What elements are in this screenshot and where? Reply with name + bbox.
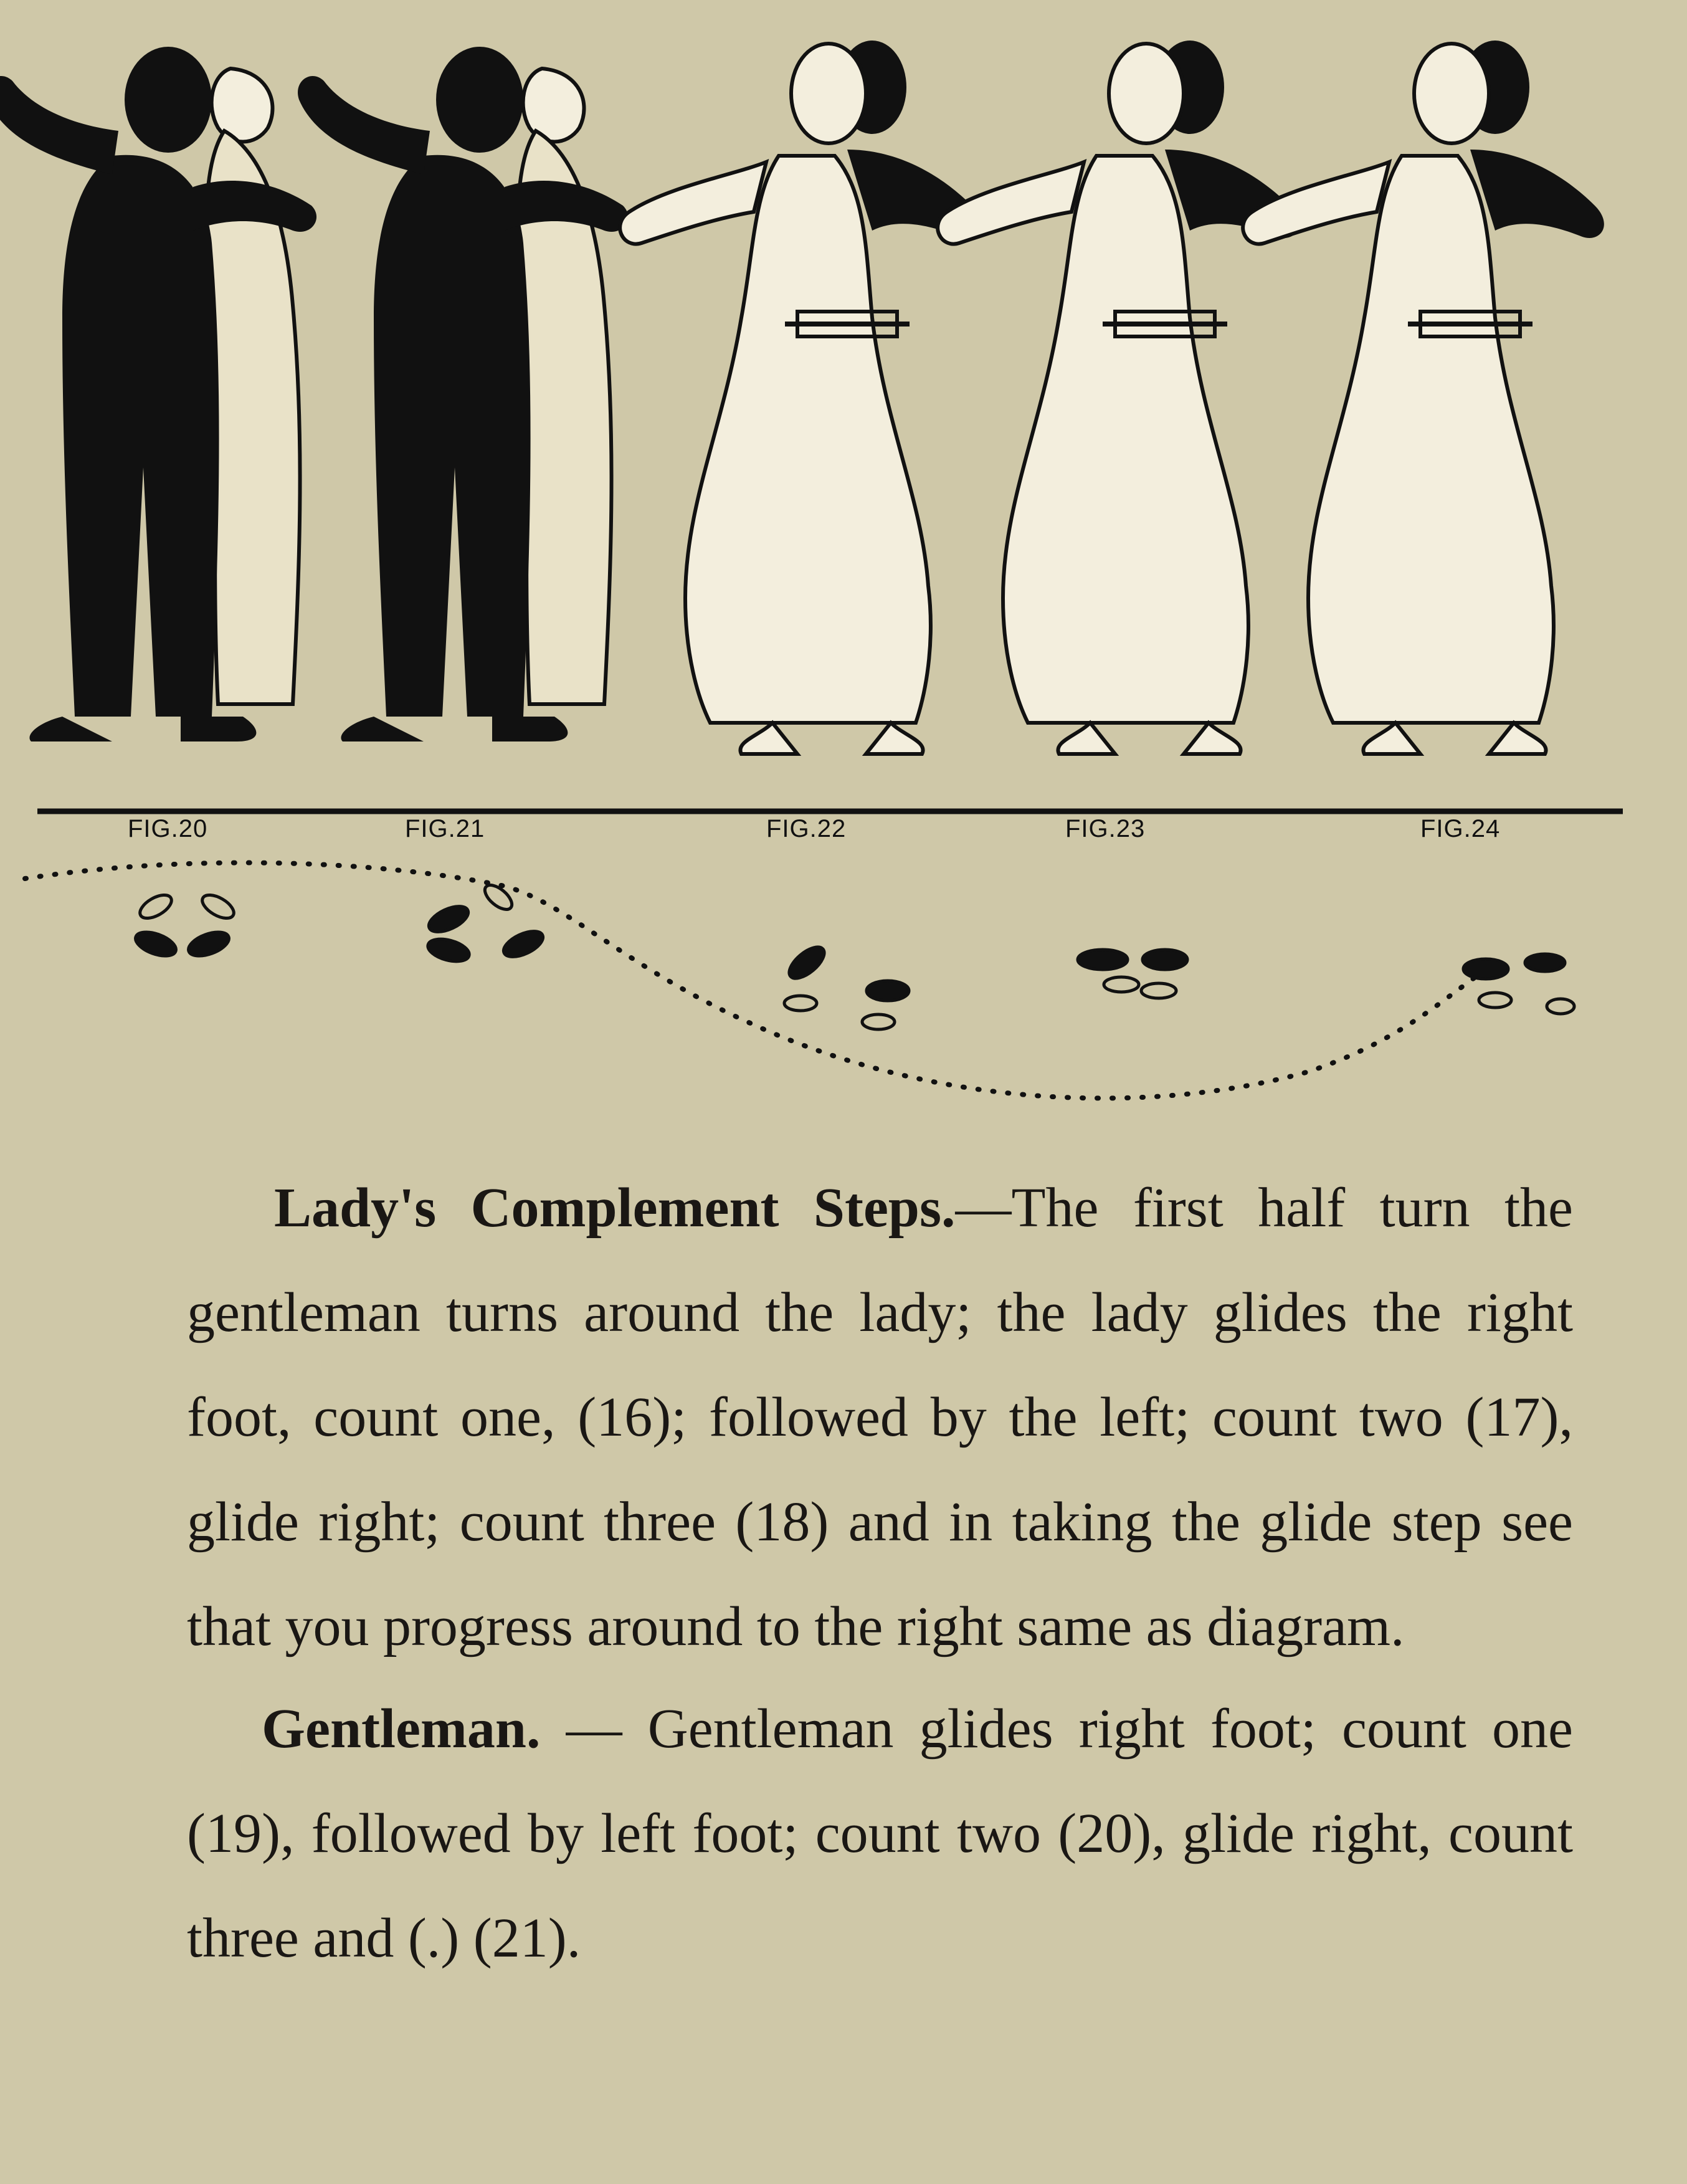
figure-24-drawing [1243, 41, 1604, 754]
figure-label: FIG.24 [1420, 815, 1501, 842]
footprints-fig-22 [784, 942, 909, 1029]
figure-label: FIG.22 [766, 815, 847, 842]
paragraph-gentleman-steps [187, 1677, 1573, 1991]
dotted-path [25, 863, 1483, 1099]
footprints-fig-24 [1463, 954, 1574, 1014]
paragraph-heading: Lady's Complement Steps. [274, 1177, 956, 1239]
footprints-fig-23 [1078, 950, 1187, 998]
figure-22-drawing [620, 41, 981, 754]
paragraph-lady-steps [187, 1156, 1573, 1679]
paragraph-body: Gentleman glides right foot; count one (19), followed by left foot; count two (20), glide right, count three and (.) (21). [187, 1698, 1574, 1969]
figure-20-drawing [0, 47, 316, 742]
footprints-fig-20 [133, 890, 238, 961]
figure-label: FIG.20 [128, 815, 208, 842]
figure-21-drawing [298, 47, 628, 742]
heading-dash: — [540, 1698, 648, 1760]
paragraph-heading: Gentleman. [262, 1698, 541, 1760]
figure-label: FIG.21 [405, 815, 485, 842]
figure-23-drawing [938, 41, 1299, 754]
figure-label: FIG.23 [1065, 815, 1146, 842]
heading-dash: — [955, 1177, 1012, 1239]
body-text [187, 1156, 1573, 1991]
paragraph-body: The first half turn the gentleman turns around the lady; the lady glides the right foot, count one, (16); followed by the left; count two (17), glide right; count three (18) and in taking the glide step see that you progress around to the right same as diagram. [187, 1177, 1573, 1657]
